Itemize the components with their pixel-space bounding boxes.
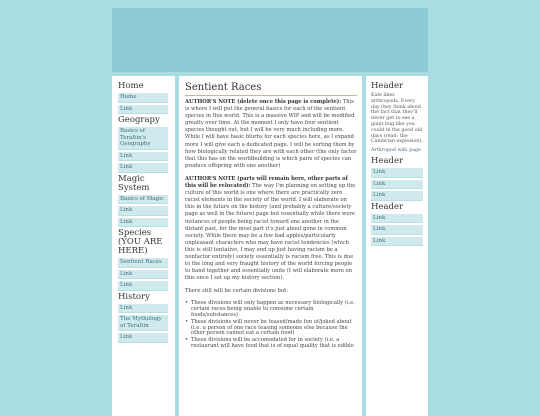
arthropod-wiki-link[interactable]: Arthropod wiki page [371,148,421,154]
header-banner [112,8,428,72]
nav-link-magic-basics[interactable]: Basics of Magic [118,195,168,205]
sidebar-link[interactable]: Link [371,214,423,224]
sidebar-header: Header [371,81,404,91]
list-item: • These divisions will be accomodated for in society (i.e. a restaurant will have food that is of equal quality that is edible [185,338,357,350]
nav-heading-history: History [118,291,150,302]
sidebar-link[interactable]: Link [371,168,423,178]
nav-link-mythology[interactable]: The Mythology of Teraltin [118,315,168,331]
page-title: Sentient Races [185,82,357,96]
nav-link[interactable]: Link [118,163,168,173]
nav-link[interactable]: Link [118,304,168,314]
left-sidebar [112,76,175,416]
list-item: • These divisions will only happen as necessary biologically (i.e. certain races being unable to consume certain foods/substances) [185,301,357,319]
right-sidebar [366,76,428,416]
authors-note-2-body: The way I'm planning on setting up the culture of this world is one where there are practically zero racist elements in the society of the world. I will elaborate on this in the future on the history (and probably a culture/society page as well in the future) page but essentially while there were instances of people being racist toward one another in the distant past, for the most part it's just about gone in common society. While there may be a few bad apples/particularly unpleasant characters who may have racist tendencies (which this is still tentative, I may end up just having racism be a nonfactor entirely) society essentially is racism free. This is due to the long and very fraught history of the world forcing people to band together and essentially unite (I will elaborate more on this once I set up my history section). [185,183,356,282]
nav-heading-home: Home [118,81,144,91]
main-content [179,76,362,416]
authors-note-1-label: AUTHOR'S NOTE (delete once this page is complete): [185,99,342,105]
sidebar-link[interactable]: Link [371,191,423,201]
nav-link-sentient-races[interactable]: Sentient Races [118,258,168,268]
authors-note-1 [185,99,357,170]
nav-link-home[interactable]: Home [118,93,168,103]
nav-link[interactable]: Link [118,105,168,115]
sidebar-header: Header [371,156,404,167]
authors-note-1-body: This is where I will put the general basics for each of the sentient species in this world. This is a massive WIP and will be modified greatly over time. At the moment I only have four sentient species thought out, but I will be very much including more. While I will have basic blurbs for each species here, as I expand more I will give each a dedicated page. I will be sorting them by how biologically related they are with each other (the only factor that this has on the worldbuilding is which pairs of species can produce offspring with one another) [185,99,357,169]
nav-link[interactable]: Link [118,281,168,291]
nav-link[interactable]: Link [118,152,168,162]
nav-link[interactable]: Link [118,333,168,343]
authors-note-2-label: AUTHOR'S NOTE (parts will remain here, other parts of this will be relocated): [185,175,348,190]
divisions-intro: There still will be certain divisions but: [185,288,288,295]
nav-heading-geography: Geograpy [118,115,160,125]
nav-link[interactable]: Link [118,206,168,216]
nav-heading-species: Species (YOU ARE HERE) [118,228,163,256]
nav-link[interactable]: Link [118,270,168,280]
authors-note-2 [185,176,357,282]
divisions-list [185,301,357,349]
sidebar-link[interactable]: Link [371,180,423,190]
sidebar-link[interactable]: Link [371,225,423,235]
sidebar-blurb: Kale likes arthropods. Every day they think about the fact that they'll never get to see a giant bug like you could in the good old days (read: the Cambrian explosion). [371,93,423,145]
nav-link-geography-basics[interactable]: Basics of Teraltin's Geography [118,127,168,150]
nav-heading-magic: Magic System [118,173,150,193]
list-item: • These divisions will never be teased/made fun of/joked about (i.e. a person of one race teasing someone else because the other person cannot eat a certain food) [185,320,357,338]
sidebar-header: Header [371,201,404,212]
nav-link[interactable]: Link [118,218,168,228]
sidebar-link[interactable]: Link [371,237,423,247]
